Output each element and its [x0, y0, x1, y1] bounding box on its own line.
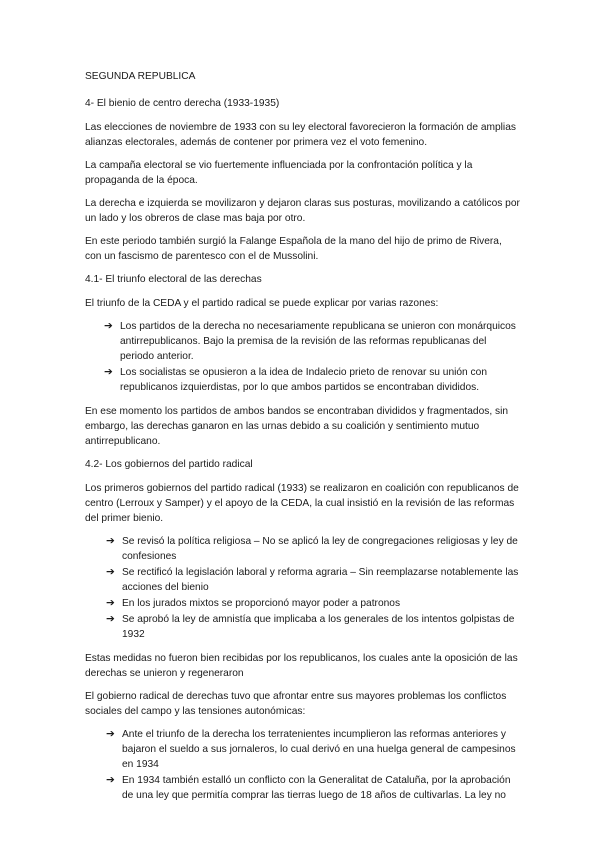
- paragraph: Las elecciones de noviembre de 1933 con su ley electoral favorecieron la formación de amplias alianzas electorales, además de contener por primera vez el voto femenino.: [85, 122, 516, 148]
- arrow-bullet-icon: ➔: [106, 597, 115, 609]
- paragraph: En este periodo también surgió la Falange Española de la mano del hijo de primo de Rivera, con un fascismo de parentesco con el de Mussolini.: [85, 236, 502, 262]
- list-item-text: Se rectificó la legislación laboral y reforma agraria – Sin reemplazarse notablemente las acciones del bienio: [122, 567, 519, 593]
- paragraph: Estas medidas no fueron bien recibidas por los republicanos, los cuales ante la oposición de las derechas se unieron y regeneraron: [85, 653, 518, 679]
- list-item: [85, 727, 520, 772]
- section-4-2-heading: 4.2- Los gobiernos del partido radical: [85, 459, 253, 470]
- document-title: SEGUNDA REPUBLICA: [85, 71, 196, 82]
- list-item-text: En los jurados mixtos se proporcionó mayor poder a patronos: [122, 598, 401, 609]
- list-item: [85, 365, 520, 395]
- arrow-bullet-icon: ➔: [104, 320, 113, 332]
- arrow-bullet-icon: ➔: [106, 566, 115, 578]
- bullet-list: [85, 534, 520, 642]
- list-item-text: Los partidos de la derecha no necesariamente republicana se unieron con monárquicos antirrepublicanos. Bajo la premisa de la revisión de las reformas republicanas del periodo anterior.: [120, 321, 516, 362]
- paragraph: Los primeros gobiernos del partido radical (1933) se realizaron en coalición con republicanos de centro (Lerroux y Samper) y el apoyo de la CEDA, la cual insistió en la revisión de las reformas del primer bienio.: [85, 483, 519, 524]
- paragraph: El triunfo de la CEDA y el partido radical se puede explicar por varias razones:: [85, 298, 439, 309]
- arrow-bullet-icon: ➔: [106, 774, 115, 786]
- list-item-text: Se aprobó la ley de amnistía que implicaba a los generales de los intentos golpistas de 1932: [122, 614, 515, 640]
- list-item-text: Ante el triunfo de la derecha los terratenientes incumplieron las reformas anteriores y bajaron el sueldo a sus jornaleros, lo cual derivó en una huelga general de campesinos en 1934: [122, 729, 516, 770]
- list-item-text: Se revisó la política religiosa – No se aplicó la ley de congregaciones religiosas y ley de confesiones: [122, 536, 518, 562]
- list-item-text: Los socialistas se opusieron a la idea de Indalecio prieto de renovar su unión con republicanos izquierdistas, por lo que ambos partidos se encontraban divididos.: [120, 367, 487, 393]
- arrow-bullet-icon: ➔: [106, 613, 115, 625]
- list-item: [85, 773, 520, 803]
- arrow-bullet-icon: ➔: [106, 728, 115, 740]
- list-item-text: En 1934 también estalló un conflicto con la Generalitat de Cataluña, por la aprobación de una ley que permitía comprar las tierras luego de 18 años de cultivarlas. La ley no: [122, 775, 511, 801]
- arrow-bullet-icon: ➔: [106, 535, 115, 547]
- list-item: [85, 596, 520, 611]
- bullet-list: [85, 319, 520, 395]
- list-item: [85, 565, 520, 595]
- arrow-bullet-icon: ➔: [104, 366, 113, 378]
- section-4-1-heading: 4.1- El triunfo electoral de las derechas: [85, 274, 262, 285]
- paragraph: El gobierno radical de derechas tuvo que afrontar entre sus mayores problemas los conflictos sociales del campo y las tensiones autonómicas:: [85, 691, 507, 717]
- list-item: [85, 319, 520, 364]
- paragraph: La derecha e izquierda se movilizaron y dejaron claras sus posturas, movilizando a católicos por un lado y los obreros de clase mas baja por otro.: [85, 198, 520, 224]
- bullet-list: [85, 727, 520, 803]
- list-item: [85, 612, 520, 642]
- section-4-heading: 4- El bienio de centro derecha (1933-1935): [85, 98, 280, 109]
- list-item: [85, 534, 520, 564]
- paragraph: La campaña electoral se vio fuertemente influenciada por la confrontación política y la propaganda de la época.: [85, 160, 473, 186]
- paragraph: En ese momento los partidos de ambos bandos se encontraban divididos y fragmentados, sin embargo, las derechas ganaron en las urnas debido a su coalición y sentimiento mutuo antirrepublicano.: [85, 406, 509, 447]
